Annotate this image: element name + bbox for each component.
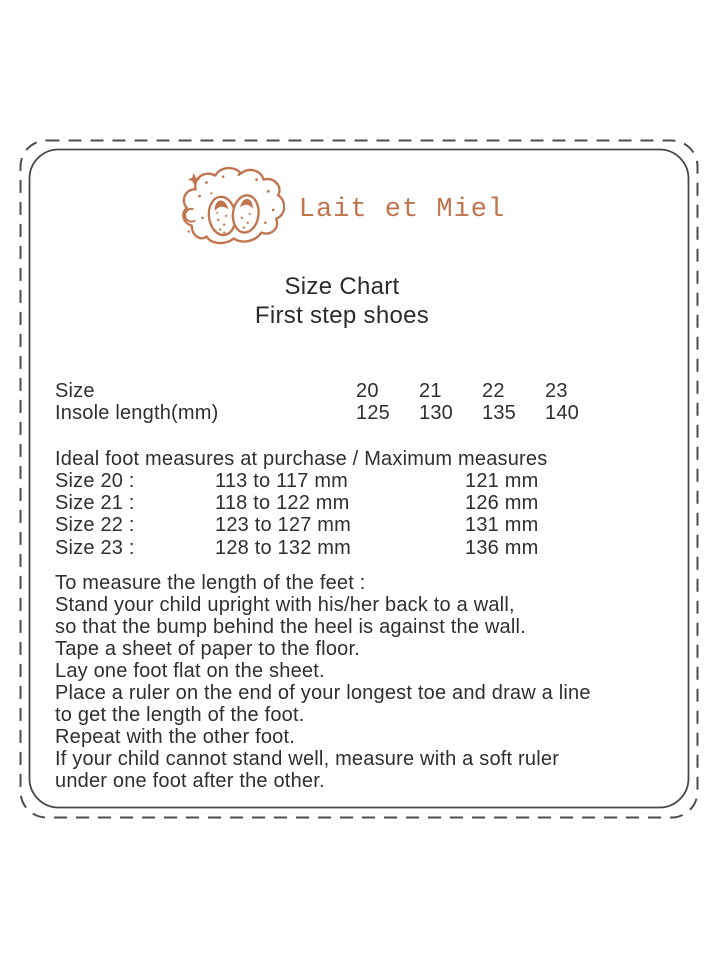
size-value: 23: [545, 380, 568, 402]
instruction-line: to get the length of the foot.: [55, 703, 305, 726]
insole-value: 135: [482, 402, 516, 425]
size-table: [55, 380, 669, 425]
instruction-line: Place a ruler on the end of your longest toe and draw a line: [55, 681, 591, 704]
insole-value: 130: [419, 402, 453, 425]
measure-range: 118 to 122 mm: [215, 492, 350, 515]
instruction-line: Tape a sheet of paper to the floor.: [55, 637, 360, 660]
instruction-line: Lay one foot flat on the sheet.: [55, 659, 325, 682]
measure-row: [55, 470, 669, 492]
instruction-line: Stand your child upright with his/her back to a wall,: [55, 593, 515, 616]
measure-range: 128 to 132 mm: [215, 536, 352, 559]
measure-label: Size 22 :: [55, 514, 135, 537]
title-block: [35, 272, 649, 330]
measure-max: 131 mm: [465, 514, 539, 537]
size-value: 20: [356, 380, 379, 402]
measure-label: Size 23 :: [55, 536, 135, 559]
measure-range: 123 to 127 mm: [215, 514, 352, 537]
instruction-line: Repeat with the other foot.: [55, 725, 295, 748]
page-title: Size Chart: [284, 273, 400, 300]
instructions: [55, 572, 669, 792]
size-chart-sheet: [29, 149, 689, 808]
page-subtitle: First step shoes: [254, 302, 430, 329]
insole-value: 125: [356, 402, 390, 425]
insole-row-label: Insole length(mm): [55, 402, 219, 425]
measure-label: Size 21 :: [55, 492, 135, 515]
insole-row: [55, 402, 669, 424]
instruction-line: If your child cannot stand well, measure with a soft ruler: [55, 747, 560, 770]
measure-max: 126 mm: [465, 492, 539, 515]
size-value: 21: [419, 380, 442, 402]
measure-max: 136 mm: [465, 536, 539, 559]
measures-table: [55, 448, 669, 559]
instruction-line: so that the bump behind the heel is against the wall.: [55, 615, 526, 638]
instruction-line: under one foot after the other.: [55, 769, 325, 792]
measures-heading: Ideal foot measures at purchase / Maximum measures: [55, 447, 548, 470]
measure-max: 121 mm: [465, 470, 539, 493]
size-row-label: Size: [55, 380, 95, 402]
brand-header: [35, 166, 649, 254]
measure-row: [55, 514, 669, 536]
measure-row: [55, 537, 669, 559]
size-value: 22: [482, 380, 505, 402]
measure-range: 113 to 117 mm: [215, 470, 349, 493]
cloud-booties-icon: [179, 166, 285, 254]
size-row: [55, 380, 669, 402]
insole-value: 140: [545, 402, 579, 425]
measure-row: [55, 492, 669, 514]
measure-label: Size 20 :: [55, 470, 135, 493]
instruction-line: To measure the length of the feet :: [55, 571, 366, 594]
brand-wordmark: Lait et Miel: [298, 195, 506, 225]
